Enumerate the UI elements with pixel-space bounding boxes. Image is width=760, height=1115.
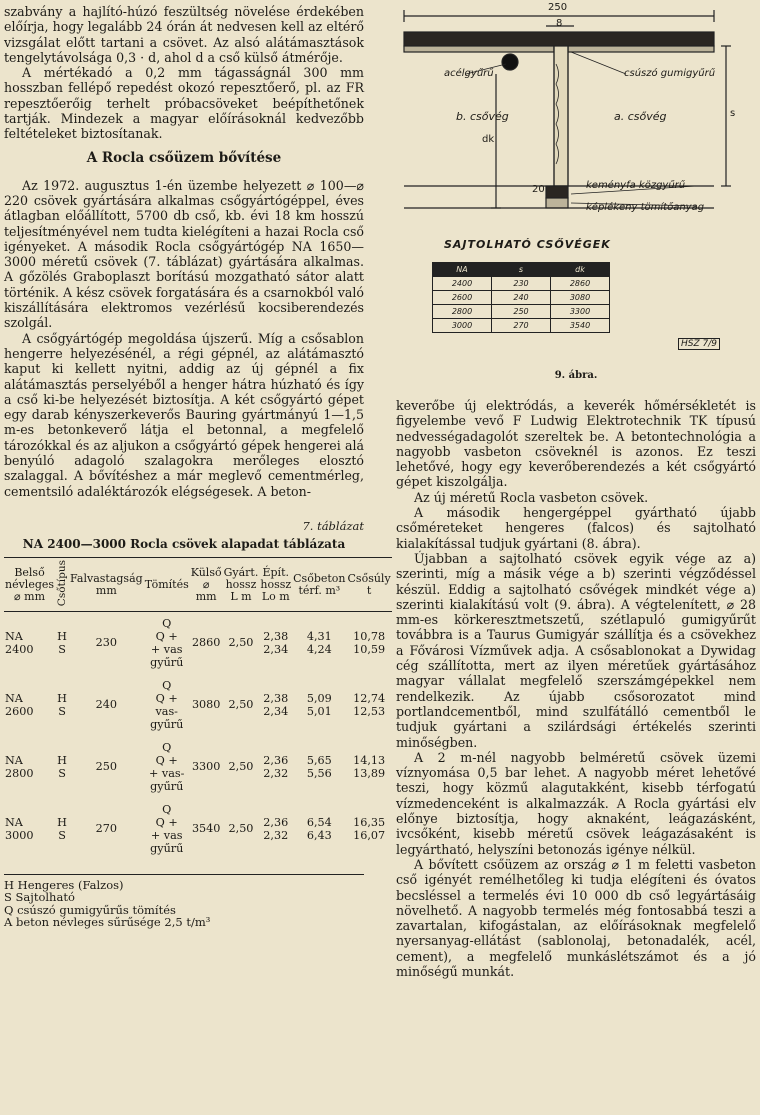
cell-terf-line: 5,01 [306,704,332,718]
label-b-csoveg: b. csővég [456,110,509,123]
dim-20: 20 [532,184,545,195]
label-kemenyfa: keményfa közgyűrű [586,180,686,191]
cell-type-line: H [57,753,67,767]
ft-header-dk: dk [551,263,610,277]
figure-table-row [433,305,610,319]
cell-terf-line: 5,09 [306,691,332,705]
cell-type [55,674,69,736]
cell-epit [259,798,292,860]
figure-stamp: HSZ 7/9 [678,338,720,350]
cell-epit-line: 2,32 [263,766,289,780]
cell-kulso: 3080 [191,698,221,712]
intro-paragraph-2: A mértékadó a 0,2 mm tágasságnál 300 mm hosszban fellépő repedést okozó repesztőerő, pl. az FR repesztőerőig terhelt próbacsöveket beépíthetőnek tartják. Mindezek a magyar előírásoknál kedvezőbb feltételeket biztosítanak. [4,65,364,142]
cell-type-line: S [58,704,66,718]
cell-tomites-line: Q + vas- [155,691,178,718]
section-heading: A Rocla csőüzem bővítése [86,149,282,166]
right-paragraph-4: Újabban a sajtolható csövek egyik vége az a) szerinti, míg a másik vége a b) szerinti végződéssel készül. Eddig a sajtolható csővégek mindkét vége a) szerinti kialakítású volt (9. ábra). A végtelenített, ⌀ 28 mm-es körkeresztmetszetű, szétlapuló gumigyűrűt továbbra is a Taurus Gumigyár szállítja és a csövekhez a Fővárosi Vízművek adja. A csősablonokat a Dywidag cég szállította, mert az ilyen méretűek gyártásához magyar vállalat megfelelő szerszámgépekkel nem rendelkezik. Az újabb csősorozatot mind portlandcementből, mind szulfátálló cementből le tudjuk gyártani a szilárdsági értékelés szerinti minőségben. [396,550,756,750]
label-acelgyuru: acélgyűrű [444,68,494,79]
ft-cell: 2400 [433,277,492,291]
left-column [4,4,391,930]
cell-terf-line: 5,56 [306,766,332,780]
cell-terf-line: 4,31 [306,629,332,643]
cell-fal: 250 [95,760,118,774]
ft-cell: 3000 [433,319,492,333]
col-header-fal: Falvastagság mm [69,557,144,611]
right-paragraph-5: A 2 m-nél nagyobb belméretű csövek üzemi víznyomása 0,5 bar lehet. A nagyobb méret lehetővé teszi, hogy közmű alagutakként, kisebb térfogatú vízmedenceként is alkalmazzák. A Rocla gyártási elv előnye biztosítja, hogy aknaként, leágazásként, ivcsőként, kisebb méretű csövek leágazásaként is legyártható, helyszíni betonozás igénye nélkül. [396,749,756,857]
cell-epit-line: 2,32 [263,828,289,842]
figure-table-header [433,263,610,277]
cell-tomites [144,736,190,798]
cell-na: NA 2600 [5,691,34,718]
cell-fal: 230 [95,636,118,650]
cell-epit-line: 2,34 [263,642,289,656]
cell-suly-line: 12,53 [353,704,386,718]
cell-gyart: 2,50 [228,636,254,650]
right-paragraph-2: Az új méretű Rocla vasbeton csövek. [414,489,649,505]
cell-tomites [144,798,190,860]
cell-terf [292,798,346,860]
cell-tomites-line: Q [162,802,172,816]
col-header-kulso: Külső ⌀ mm [190,557,223,611]
cell-terf-line: 4,24 [306,642,332,656]
cell-epit-line: 2,36 [263,815,289,829]
label-a-csoveg: a. csővég [614,110,667,123]
cell-terf-line: 6,54 [306,815,332,829]
legend-line: S Sajtolható [4,890,75,905]
figure-table-row [433,319,610,333]
body-paragraph-1: Az 1972. augusztus 1-én üzembe helyezett ⌀ 100—⌀ 220 csövek gyártására alkalmas csőgyártógéppel, éves átlagban előállított, 5700 db cső, kb. évi 18 km hosszú teljesítményével nem tudta kielégíteni a hazai Rocla cső igényeket. A második Rocla csőgyártógép NA 1650—3000 méretű csövek (7. táblázat) gyártására alkalmas. A gőzölés Graboplaszt borítású mozgatható sátor alatt történik. A kész csövek forgatására és a csarnokból való kiszállítására elektromos vezérlésű kocsiberendezés szolgál. [4,177,364,331]
ft-cell: 2600 [433,291,492,305]
cell-kulso: 3300 [191,760,221,774]
cell-suly-line: 13,89 [353,766,386,780]
cell-tomites-line: Q [162,678,172,692]
table-legend [4,874,364,929]
pipe-end-drawing [396,4,756,234]
cell-type-line: H [57,815,67,829]
cell-epit [259,736,292,798]
ft-cell: 2800 [433,305,492,319]
cell-kulso: 3540 [191,822,221,836]
cell-tomites-line: gyűrű [150,841,184,855]
col-header-suly: Csősúly t [347,557,392,611]
cell-tomites [144,674,190,736]
table-row [4,674,392,736]
cell-terf [292,674,346,736]
cell-tomites-line: gyűrű [150,717,184,731]
table-row [4,798,392,860]
cell-tomites-line: gyűrű [150,779,184,793]
cell-type [55,798,69,860]
col-header-type [55,557,69,611]
dim-dk: dk [482,134,495,145]
cell-suly [347,736,392,798]
col-header-na: Belső névleges ⌀ mm [4,557,55,611]
right-column [396,4,756,979]
cell-epit-line: 2,38 [263,629,289,643]
table-body [4,612,392,860]
cell-tomites [144,612,190,674]
table-title: NA 2400—3000 Rocla csövek alapadat táblázata [22,536,346,551]
cell-suly-line: 12,74 [353,691,386,705]
cell-epit-line: 2,36 [263,753,289,767]
figure-subtitle: SAJTOLHATÓ CSŐVÉGEK [444,238,611,251]
col-header-gyart: Gyárt. hossz L m [223,557,260,611]
cell-tomites-line: gyűrű [150,655,184,669]
cell-gyart: 2,50 [228,698,254,712]
ft-cell: 230 [492,277,551,291]
col-header-type-label: Csőtípus [56,559,69,607]
figure-dimension-table [432,262,610,333]
cell-terf [292,736,346,798]
ft-cell: 250 [492,305,551,319]
col-header-terf: Csőbeton térf. m³ [292,557,346,611]
cell-type-line: S [58,642,66,656]
cell-terf [292,612,346,674]
cell-tomites-line: + vas [150,828,183,842]
figure-table-row [433,291,610,305]
cell-type [55,736,69,798]
cell-terf-line: 5,65 [306,753,332,767]
right-paragraph-1: keverőbe új elektródás, a keverék hőmérsékletét is figyelembe vevő F Ludwig Elektrotechnik TK típusú nedvességadagolót szereltek be. A betontechnológia a nagyobb vasbeton csöveknél is azonos. Ez teszi lehetővé, hogy egy keverőberendezés a két csőgyártó gépet kiszolgálja. [396,398,756,490]
dim-s: s [730,108,736,119]
ft-cell: 270 [492,319,551,333]
body-paragraph-2: A csőgyártógép megoldása újszerű. Míg a csősablon hengerre helyezésénél, a régi gépnél, az alátámasztó kaput ki kellett nyitni, addig az új gépnél a fix alátámasztás perselyéből a henger hátra húzható és így a cső ki-be helyezését biztosítja. A két csőgyártó gépet egy darab kényszerkeverős Bauring gyártmányú 1—1,5 m-es betonkeverő látja el betonnal, a megfelelő tározókkal és az aljukon a csőgyártó gépek hengerei alá benyúló adagoló szalagokra merőleges elosztó szalaggal. A bővítéshez a már meglevő cementmérleg, cementsiló adaléktározók elégségesek. A beton- [4,330,364,499]
cell-tomites-line: Q + [155,753,178,767]
col-header-epit: Épít. hossz Lo m [259,557,292,611]
cell-epit-line: 2,34 [263,704,289,718]
cell-tomites-line: Q [162,616,172,630]
ft-cell: 2860 [551,277,610,291]
intro-paragraph-1: szabvány a hajlító-húzó feszültség növelése érdekében előírja, hogy legalább 24 órán át nedvesen kell az eltérő vizsgálat előtt tartani a csövet. Az alsó alátámasztások tengelytávolsága 0,3 · d, ahol d a cső külső átmérője. [4,4,364,65]
cell-type-line: H [57,691,67,705]
cell-epit [259,674,292,736]
cell-epit [259,612,292,674]
cell-suly-line: 16,07 [353,828,386,842]
cell-terf-line: 6,43 [306,828,332,842]
cell-na: NA 3000 [5,815,34,842]
cell-fal: 240 [95,698,118,712]
dim-8: 8 [556,18,563,29]
cell-kulso: 2860 [191,636,221,650]
ft-cell: 240 [492,291,551,305]
pipe-data-table [4,557,392,860]
cell-tomites-line: Q + [155,629,178,643]
table-caption: 7. táblázat [302,518,364,533]
cell-tomites-line: Q [162,740,172,754]
cell-epit-line: 2,38 [263,691,289,705]
cell-tomites-line: + vas- [148,766,185,780]
cell-suly-line: 16,35 [353,815,386,829]
label-kepleken: képlékeny tömítőanyag [586,202,705,213]
col-header-tomites: Tömítés [144,557,190,611]
right-paragraph-3: A második hengergéppel gyártható újabb csőméreteket hengeres (falcos) és sajtolható kialakítással tudjuk gyártani (8. ábra). [396,505,756,551]
table-header-row [4,557,392,611]
cell-suly-line: 10,78 [353,629,386,643]
figure-9 [396,4,756,394]
table-row [4,612,392,674]
cell-type-line: S [58,828,66,842]
figure-caption: 9. ábra. [554,370,598,381]
legend-line: Q csúszó gumigyűrűs tömítés [4,902,176,917]
ft-cell: 3080 [551,291,610,305]
cell-suly [347,674,392,736]
cell-suly [347,612,392,674]
ft-cell: 3540 [551,319,610,333]
cell-na: NA 2800 [5,753,34,780]
right-paragraph-6: A bővített csőüzem az ország ⌀ 1 m feletti vasbeton cső igényét remélhetőleg ki tudja elégíteni és óvatos becsléssel a termelés évi 10 000 db cső legyártásáig növelhető. A nagyobb termelés még fontosabbá teszi a zavartalan, kifogástalan, az előírásoknak megfelelő nyersanyag-ellátást (sablonolaj, betonadalék, acél, cement), a megfelelő munkáslétszámot és a jó minőségű munkát. [396,856,756,979]
cell-suly [347,798,392,860]
cell-type-line: H [57,629,67,643]
cell-gyart: 2,50 [228,760,254,774]
cell-fal: 270 [95,822,118,836]
ft-cell: 3300 [551,305,610,319]
cell-gyart: 2,50 [228,822,254,836]
cell-tomites-line: Q + [155,815,178,829]
legend-line: H Hengeres (Falzos) [4,877,124,892]
ft-header-s: s [492,263,551,277]
cell-tomites-line: + vas [150,642,183,656]
cell-suly-line: 10,59 [353,642,386,656]
dim-250: 250 [548,2,568,13]
cell-type [55,612,69,674]
label-csuszo-gumigyuru: csúszó gumigyűrű [624,68,716,79]
table-row [4,736,392,798]
ft-header-na: NA [433,263,492,277]
cell-suly-line: 14,13 [353,753,386,767]
legend-line: A beton névleges sűrűsége 2,5 t/m³ [4,915,211,930]
cell-na: NA 2400 [5,629,34,656]
cell-type-line: S [58,766,66,780]
figure-table-row [433,277,610,291]
